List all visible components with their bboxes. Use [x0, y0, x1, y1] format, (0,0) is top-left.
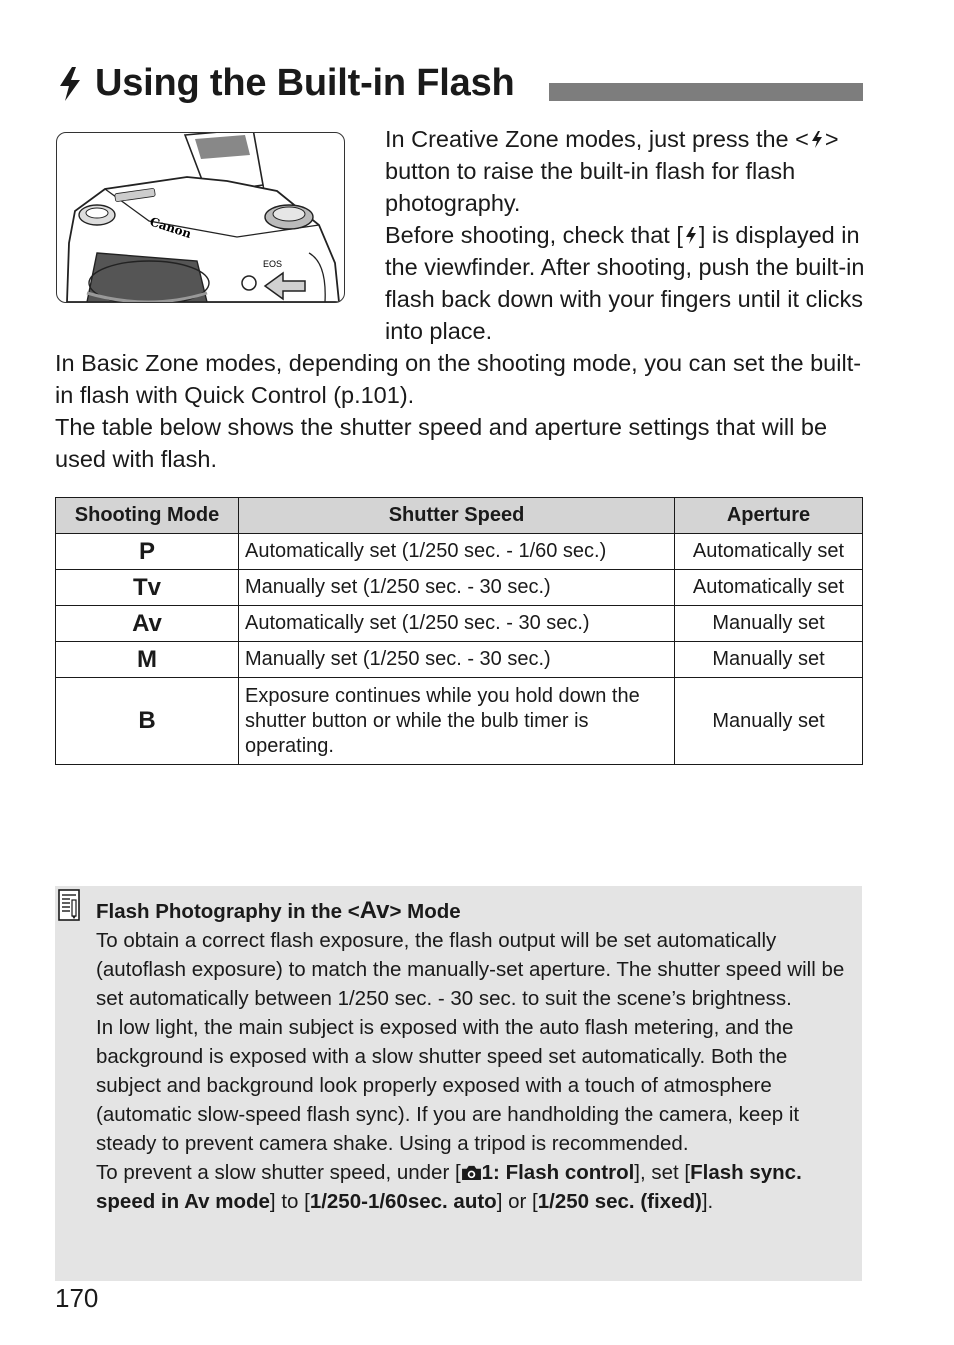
- mode-cell: Tv: [56, 570, 239, 606]
- table-row: [56, 642, 863, 678]
- aperture-cell: Manually set: [675, 642, 863, 678]
- note-box: [55, 886, 862, 1281]
- shutter-speed-cell: Exposure continues while you hold down the shutter button or while the bulb timer is operating.: [239, 678, 675, 765]
- flash-bolt-icon: [685, 226, 697, 245]
- mode-cell: P: [56, 534, 239, 570]
- option-auto: 1/250-1/60sec. auto: [309, 1190, 497, 1213]
- menu-reference: 1: Flash control: [481, 1161, 635, 1184]
- table-row: [56, 534, 863, 570]
- note-paragraph-slow-shutter: To prevent a slow shutter speed, under [ 1: Flash control], set [Flash sync. speed in Av mode] to [1/250-1/60sec. auto] or [1/250 sec. (fixed)].: [96, 1161, 802, 1213]
- flash-bolt-icon: [55, 65, 85, 103]
- column-header-shutter-speed: Shutter Speed: [239, 498, 675, 534]
- shutter-speed-cell: Manually set (1/250 sec. - 30 sec.): [239, 642, 675, 678]
- body-paragraph-table-intro: The table below shows the shutter speed and aperture settings that will be used with flash.: [55, 414, 828, 472]
- page-number: 170: [55, 1283, 99, 1313]
- shutter-speed-cell: Automatically set (1/250 sec. - 1/60 sec.): [239, 534, 675, 570]
- heading-rule: [549, 83, 863, 101]
- mode-cell: Av: [56, 606, 239, 642]
- note-paragraph-autoflash: To obtain a correct flash exposure, the flash output will be set automatically (autoflash exposure) to match the manually-set aperture. The shutter speed will be set automatically between 1/250 sec. - 30 sec. to suit the scene’s brightness.: [96, 929, 845, 1010]
- body-text: [55, 347, 870, 475]
- note-text: [96, 896, 848, 1216]
- note-paragraph-low-light: In low light, the main subject is exposed with the auto flash metering, and the background is exposed with a slow shutter speed set automatically. Both the subject and background look properly exposed with a touch of atmosphere (automatic slow-speed flash sync). If you are handholding the camera, keep it steady to prevent camera shake. Using a tripod is recommended.: [96, 1016, 800, 1155]
- aperture-cell: Automatically set: [675, 570, 863, 606]
- mode-cell: M: [56, 642, 239, 678]
- shutter-speed-cell: Automatically set (1/250 sec. - 30 sec.): [239, 606, 675, 642]
- intro-paragraph-check-viewfinder: Before shooting, check that [ ] is displayed in the viewfinder. After shooting, push the built-in flash back down with your fingers until it clicks into place.: [385, 222, 865, 344]
- option-fixed: 1/250 sec. (fixed): [537, 1190, 702, 1213]
- camera-flash-button-illustration: [57, 133, 344, 302]
- av-mode-label: Av: [359, 897, 390, 924]
- camera-illustration: [56, 132, 345, 303]
- camera-model-label: EOS: [263, 259, 283, 269]
- flash-bolt-icon: [811, 130, 823, 149]
- page-title: Using the Built-in Flash: [95, 62, 515, 104]
- shutter-speed-cell: Manually set (1/250 sec. - 30 sec.): [239, 570, 675, 606]
- page-heading: [55, 62, 515, 105]
- note-memo-icon: [58, 889, 80, 921]
- flash-settings-table: [55, 497, 863, 765]
- aperture-cell: Manually set: [675, 606, 863, 642]
- column-header-shooting-mode: Shooting Mode: [56, 498, 239, 534]
- camera-brand-label: Canon: [148, 214, 194, 242]
- table-row: [56, 570, 863, 606]
- aperture-cell: Manually set: [675, 678, 863, 765]
- setting-reference: Flash sync. speed in Av mode: [96, 1161, 802, 1213]
- table-row: [56, 678, 863, 765]
- intro-text: [385, 123, 865, 347]
- body-paragraph-basic-zone: In Basic Zone modes, depending on the shooting mode, you can set the built-in flash with Quick Control (p.101).: [55, 350, 862, 408]
- table-row: [56, 606, 863, 642]
- camera-menu-icon: [461, 1164, 482, 1181]
- intro-paragraph-raise-flash: In Creative Zone modes, just press the < > button to raise the built-in flash for flash photography.: [385, 126, 839, 216]
- mode-cell: B: [56, 678, 239, 765]
- aperture-cell: Automatically set: [675, 534, 863, 570]
- note-title: Flash Photography in the <Av> Mode: [96, 897, 461, 924]
- column-header-aperture: Aperture: [675, 498, 863, 534]
- table-header-row: [56, 498, 863, 534]
